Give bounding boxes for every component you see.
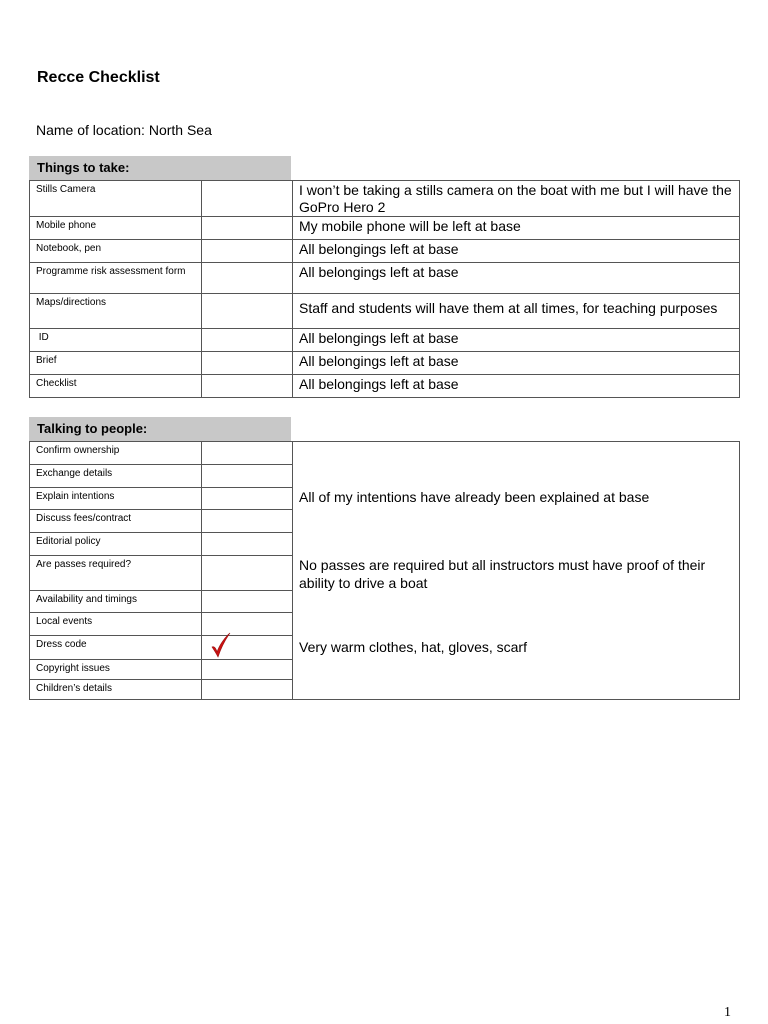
item-label: Explain intentions (30, 488, 202, 510)
item-label: Local events (30, 613, 202, 636)
dress-code-note: Very warm clothes, hat, gloves, scarf (299, 639, 527, 655)
item-label: Dress code (30, 636, 202, 660)
note-cell: All belongings left at base (293, 375, 740, 398)
tick-cell[interactable] (202, 510, 293, 533)
tick-cell[interactable] (202, 375, 293, 398)
tick-cell[interactable] (202, 294, 293, 329)
tick-cell[interactable] (202, 591, 293, 613)
item-label: Maps/directions (30, 294, 202, 329)
notes-cell (293, 442, 740, 700)
note-cell: My mobile phone will be left at base (293, 217, 740, 240)
passes-note: No passes are required but all instructors must have proof of their ability to drive a boat (299, 557, 706, 591)
note-cell: Staff and students will have them at all times, for teaching purposes (293, 294, 740, 329)
table-row (30, 181, 740, 217)
intentions-note: All of my intentions have already been explained at base (299, 489, 650, 505)
note-cell: All belongings left at base (293, 329, 740, 352)
table-row (30, 329, 740, 352)
tick-cell[interactable] (202, 181, 293, 217)
talking-to-people-table (29, 441, 740, 700)
page-number: 1 (724, 1005, 731, 1020)
note-cell: All belongings left at base (293, 352, 740, 375)
red-checkmark-icon (210, 632, 232, 658)
item-label: Children’s details (30, 680, 202, 700)
tick-cell[interactable] (202, 680, 293, 700)
tick-cell[interactable] (202, 442, 293, 465)
item-label: Discuss fees/contract (30, 510, 202, 533)
note-cell: I won’t be taking a stills camera on the boat with me but I will have the GoPro Hero 2 (293, 181, 740, 217)
table-row (30, 240, 740, 263)
tick-cell[interactable] (202, 533, 293, 556)
tick-cell[interactable] (202, 352, 293, 375)
tick-cell-dress-code[interactable] (202, 636, 293, 660)
tick-cell[interactable] (202, 329, 293, 352)
location-line: Name of location: North Sea (36, 122, 212, 138)
table-row (30, 375, 740, 398)
table-row (30, 352, 740, 375)
things-to-take-table (29, 180, 740, 398)
item-label: Brief (30, 352, 202, 375)
tick-cell[interactable] (202, 240, 293, 263)
table-row (30, 442, 740, 465)
item-label: Notebook, pen (30, 240, 202, 263)
document-title: Recce Checklist (37, 69, 160, 86)
tick-cell[interactable] (202, 660, 293, 680)
tick-cell[interactable] (202, 217, 293, 240)
item-label: Availability and timings (30, 591, 202, 613)
tick-cell[interactable] (202, 263, 293, 294)
item-label: ID (30, 329, 202, 352)
tick-cell[interactable] (202, 465, 293, 488)
table-row (30, 294, 740, 329)
table-row (30, 217, 740, 240)
item-label: Checklist (30, 375, 202, 398)
talking-to-people-heading: Talking to people: (29, 417, 291, 441)
item-label: Confirm ownership (30, 442, 202, 465)
item-label: Mobile phone (30, 217, 202, 240)
table-row (30, 263, 740, 294)
item-label: Exchange details (30, 465, 202, 488)
item-label: Copyright issues (30, 660, 202, 680)
item-label: Programme risk assessment form (30, 263, 202, 294)
item-label: Editorial policy (30, 533, 202, 556)
note-cell: All belongings left at base (293, 240, 740, 263)
item-label: Stills Camera (30, 181, 202, 217)
item-label: Are passes required? (30, 556, 202, 591)
tick-cell[interactable] (202, 488, 293, 510)
things-to-take-heading: Things to take: (29, 156, 291, 180)
tick-cell[interactable] (202, 556, 293, 591)
note-cell: All belongings left at base (293, 263, 740, 294)
